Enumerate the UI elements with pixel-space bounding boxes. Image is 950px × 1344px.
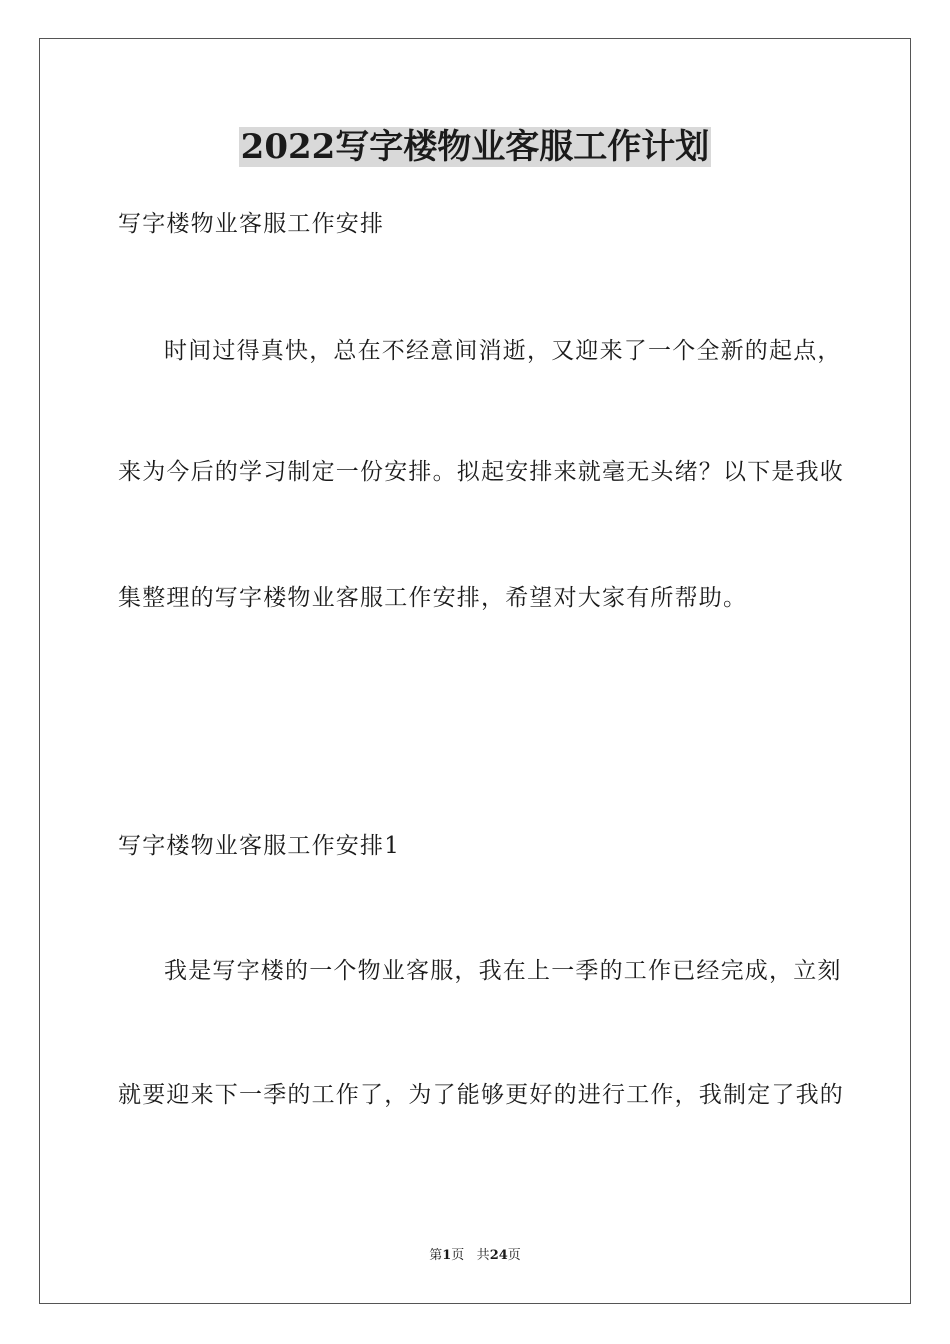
paragraph-line: 时间过得真快，总在不经意间消逝，又迎来了一个全新的起点， <box>164 338 842 364</box>
paragraph-line: 来为今后的学习制定一份安排。拟起安排来就毫无头绪？以下是我收 <box>118 459 844 485</box>
paragraph-line: 我是写字楼的一个物业客服，我在上一季的工作已经完成，立刻 <box>164 958 842 984</box>
total-pages-number: 24 <box>489 1248 508 1263</box>
footer-prefix: 第 <box>429 1248 443 1263</box>
section-heading: 写字楼物业客服工作安排 <box>118 211 385 237</box>
page-footer <box>0 1247 950 1265</box>
document-title <box>0 126 950 168</box>
footer-total-prefix: 共 <box>476 1248 490 1263</box>
paragraph-line: 就要迎来下一季的工作了，为了能够更好的进行工作，我制定了我的 <box>118 1082 844 1108</box>
footer-page-word: 页 <box>451 1248 465 1263</box>
paragraph-line: 集整理的写字楼物业客服工作安排，希望对大家有所帮助。 <box>118 585 748 611</box>
section-heading: 写字楼物业客服工作安排1 <box>118 833 401 859</box>
document-title-text: 2022写字楼物业客服工作计划 <box>240 127 710 167</box>
footer-total-suffix: 页 <box>507 1248 521 1263</box>
current-page-number: 1 <box>442 1248 452 1263</box>
